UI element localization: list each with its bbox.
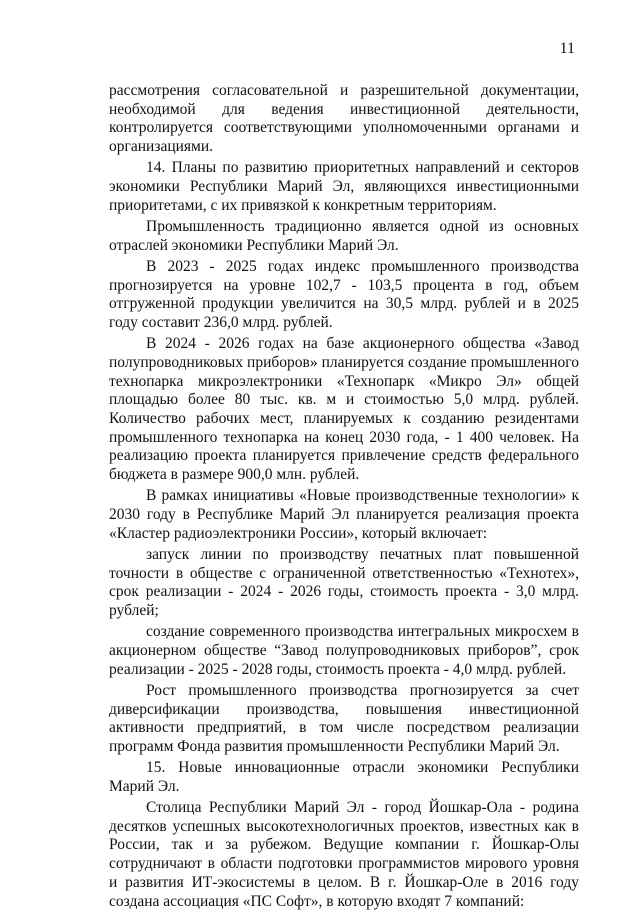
document-body <box>109 82 579 914</box>
paragraph-11: Столица Республики Марий Эл - город Йошкар-Ола - родина десятков успешных высокотехнологичных проектов, известных как в России, так и за рубежом. Ведущие компании г. Йошкар-Олы сотрудничают в области подготовки программистов мирового уровня и развития ИТ-экосистемы в целом. В г. Йошкар-Оле в 2016 году создана ассоциация «ПС Софт», в которую входят 7 компаний: <box>109 799 579 910</box>
paragraph-7: запуск линии по производству печатных плат повышенной точности в обществе с ограниченной ответственностью «Технотех», срок реализации - 2024 - 2026 годы, стоимость проекта - 3,0 млрд. рублей; <box>109 545 579 619</box>
page-number: 11 <box>559 40 575 57</box>
paragraph-3: Промышленность традиционно является одной из основных отраслей экономики Республики Марий Эл. <box>109 217 579 254</box>
paragraph-5: В 2024 - 2026 годах на базе акционерного общества «Завод полупроводниковых приборов» планируется создание промышленного технопарка микроэлектроники «Технопарк «Микро Эл» общей площадью более 80 тыс. кв. м и стоимостью 5,0 млрд. рублей. Количество рабочих мест, планируемых к созданию резидентами промышленного технопарка на конец 2030 года, - 1 400 человек. На реализацию проекта планируется привлечение средств федерального бюджета в размере 900,0 млн. рублей. <box>109 335 579 484</box>
paragraph-2: 14. Планы по развитию приоритетных направлений и секторов экономики Республики Марий Эл, являющихся инвестиционными приоритетами, с их привязкой к конкретным территориям. <box>109 159 579 214</box>
paragraph-8: создание современного производства интегральных микросхем в акционерном обществе “Завод полупроводниковых приборов”, срок реализации - 2025 - 2028 годы, стоимость проекта - 4,0 млрд. рублей. <box>109 623 579 678</box>
paragraph-6: В рамках инициативы «Новые производственные технологии» к 2030 году в Республике Марий Эл планируется реализация проекта «Кластер радиоэлектроники России», который включает: <box>109 487 579 542</box>
paragraph-10: 15. Новые инновационные отрасли экономики Республики Марий Эл. <box>109 759 579 795</box>
paragraph-9: Рост промышленного производства прогнозируется за счет диверсификации производства, повышения инвестиционной активности предприятий, в том числе посредством реализации программ Фонда развития промышленности Республики Марий Эл. <box>109 681 579 755</box>
paragraph-1: рассмотрения согласовательной и разрешительной документации, необходимой для ведения инвестиционной деятельности, контролируется соответствующими уполномоченными органами и организациями. <box>109 82 579 156</box>
paragraph-4: В 2023 - 2025 годах индекс промышленного производства прогнозируется на уровне 102,7 - 103,5 процента в год, объем отгруженной продукции увеличится на 30,5 млрд. рублей и в 2025 году составит 236,0 млрд. рублей. <box>109 257 579 331</box>
